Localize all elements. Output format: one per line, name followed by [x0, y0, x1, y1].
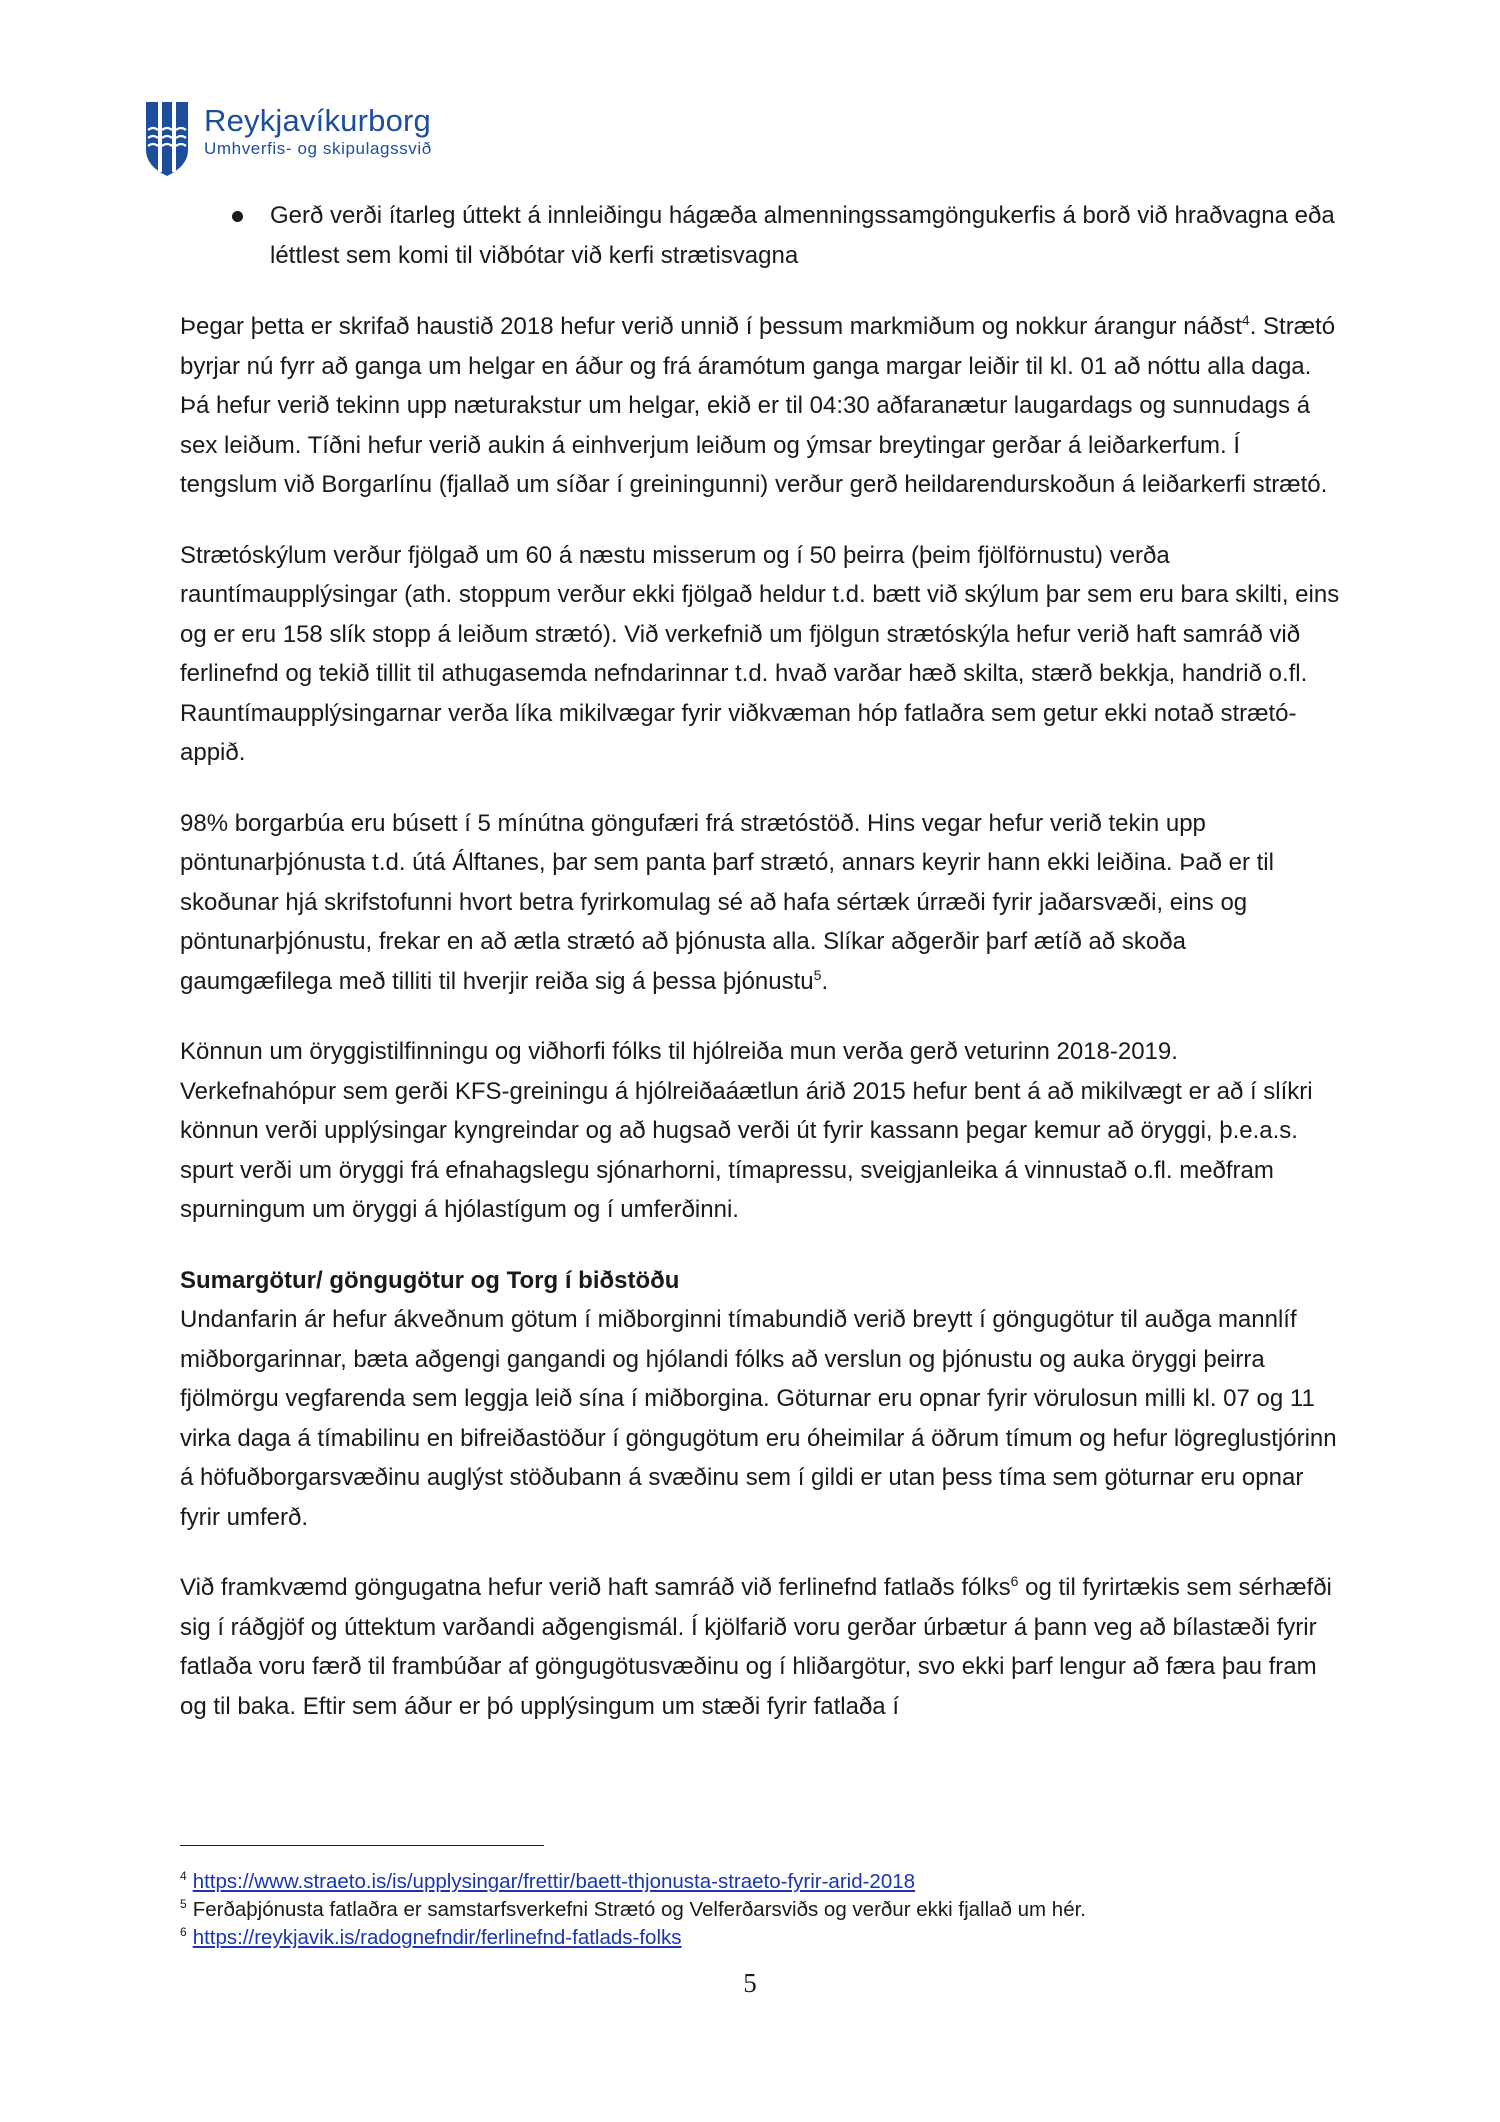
main-content	[180, 196, 1340, 1757]
paragraph-text: Þegar þetta er skrifað haustið 2018 hefur verið unnið í þessum markmiðum og nokkur árangur náðst	[180, 313, 1242, 340]
footnote-4	[180, 1868, 1340, 1896]
footnote-link[interactable]: https://reykjavik.is/radognefndir/ferlinefnd-fatlads-folks	[192, 1926, 682, 1949]
section-heading: Sumargötur/ göngugötur og Torg í biðstöðu	[180, 1266, 680, 1294]
bullet-dot-icon	[232, 211, 243, 222]
footnote-number: 5	[180, 1897, 187, 1912]
footnote-ref-5[interactable]: 5	[813, 966, 822, 983]
department-name: Umhverfis- og skipulagssvið	[204, 139, 432, 158]
bullet-item	[180, 196, 1340, 275]
org-name: Reykjavíkurborg	[204, 103, 431, 138]
footnote-5	[180, 1896, 1340, 1924]
footnote-6	[180, 1924, 1340, 1952]
footnote-number: 6	[180, 1925, 187, 1940]
paragraph-text: Við framkvæmd göngugatna hefur verið haft samráð við ferlinefnd fatlaðs fólks	[180, 1574, 1011, 1601]
footnote-number: 4	[180, 1869, 187, 1884]
paragraph-2: Strætóskýlum verður fjölgað um 60 á næstu misserum og í 50 þeirra (þeim fjölförnustu) verða rauntímaupplýsingar (ath. stoppum verður ekki fjölgað heldur t.d. bætt við skýlum þar sem eru bara skilti, eins og er eru 158 slík stopp á leiðum strætó). Við verkefnið um fjölgun strætóskýla hefur verið haft samráð við ferlinefnd og tekið tillit til athugasemda nefndarinnar t.d. hvað varðar hæð skilta, stærð bekkja, handrið o.fl. Rauntímaupplýsingarnar verða líka mikilvægar fyrir viðkvæman hóp fatlaðra sem getur ekki notað strætó-appið.	[180, 541, 1340, 766]
page-number: 5	[743, 1968, 757, 1998]
logo-text	[204, 104, 432, 160]
paragraph-4: Könnun um öryggistilfinningu og viðhorfi fólks til hjólreiða mun verða gerð veturinn 2018-2019. Verkefnahópur sem gerði KFS-greiningu á hjólreiðaáætlun árið 2015 hefur bent á að mikilvægt er að í slíkri könnun verði upplýsingar kyngreindar og að hugsað verði út fyrir kassann þegar kemur að öryggi, þ.e.a.s. spurt verði um öryggi frá efnahagslegu sjónarhorni, tímapressu, sveigjanleika á vinnustað o.fl. meðfram spurningum um öryggi á hjólastígum og í umferðinni.	[180, 1038, 1313, 1223]
footnotes	[180, 1868, 1340, 1952]
footnote-link[interactable]: https://www.straeto.is/is/upplysingar/frettir/baett-thjonusta-straeto-fyrir-arid-2018	[192, 1870, 916, 1893]
paragraph-text: . Strætó byrjar nú fyrr að ganga um helgar en áður og frá áramótum ganga margar leiðir til kl. 01 að nóttu alla daga. Þá hefur verið tekinn upp næturakstur um helgar, ekið er til 04:30 aðfaranætur laugardags og sunnudags á sex leiðum. Tíðni hefur verið aukin á einhverjum leiðum og ýmsar breytingar gerðar á leiðarkerfum. Í tengslum við Borgarlínu (fjallað um síðar í greiningunni) verður gerð heildarendurskoðun á leiðarkerfi strætó.	[180, 313, 1336, 498]
paragraph-6	[180, 1568, 1340, 1726]
paragraph-text: og til fyrirtækis sem sérhæfði sig í ráðgjöf og úttektum varðandi aðgengismál. Í kjölfarið voru gerðar úrbætur á þann veg að bílastæði fyrir fatlaða voru færð til frambúðar af göngugötusvæðinu og í hliðargötur, svo ekki þarf lengur að færa þau fram og til baka. Eftir sem áður er þó upplýsingum um stæði fyrir fatlaða í	[180, 1574, 1332, 1720]
reykjavik-shield-icon	[144, 100, 190, 178]
letterhead	[144, 100, 432, 180]
paragraph-text: .	[821, 967, 829, 995]
footnote-separator	[180, 1845, 544, 1846]
footnote-text: Ferðaþjónusta fatlaðra er samstarfsverkefni Strætó og Velferðarsviðs og verður ekki fjallað um hér.	[192, 1898, 1086, 1921]
bullet-text: Gerð verði ítarleg úttekt á innleiðingu hágæða almenningssamgöngukerfis á borð við hraðvagna eða léttlest sem komi til viðbótar við kerfi strætisvagna	[270, 202, 1335, 269]
paragraph-3	[180, 804, 1340, 1002]
footnote-ref-4[interactable]: 4	[1241, 312, 1250, 328]
footnote-ref-6[interactable]: 6	[1010, 1573, 1019, 1589]
paragraph-5: Undanfarin ár hefur ákveðnum götum í miðborginni tímabundið verið breytt í göngugötur til auðga mannlíf miðborgarinnar, bæta aðgengi gangandi og hjólandi fólks að verslun og þjónustu og auka öryggi þeirra fjölmörgu vegfarenda sem leggja leið sína í miðborgina. Göturnar eru opnar fyrir vörulosun milli kl. 07 og 11 virka daga á tímabilinu en bifreiðastöður í göngugötum eru óheimilar á öðrum tímum og hefur lögreglustjórinn á höfuðborgarsvæðinu auglýst stöðubann á svæðinu sem í gildi er utan þess tíma sem göturnar eru opnar fyrir umferð.	[180, 1306, 1337, 1531]
paragraph-text: 98% borgarbúa eru búsett í 5 mínútna göngufæri frá strætóstöð. Hins vegar hefur verið tekin upp pöntunarþjónusta t.d. útá Álftanes, þar sem panta þarf strætó, annars keyrir hann ekki leiðina. Það er til skoðunar hjá skrifstofunni hvort betra fyrirkomulag sé að hafa sértæk úrræði fyrir jaðarsvæði, eins og pöntunarþjónustu, frekar en að ætla strætó að þjónusta alla. Slíkar aðgerðir þarf ætíð að skoða gaumgæfilega með tilliti til hverjir reiða sig á þessa þjónustu	[180, 809, 1274, 995]
paragraph-1	[180, 307, 1340, 505]
